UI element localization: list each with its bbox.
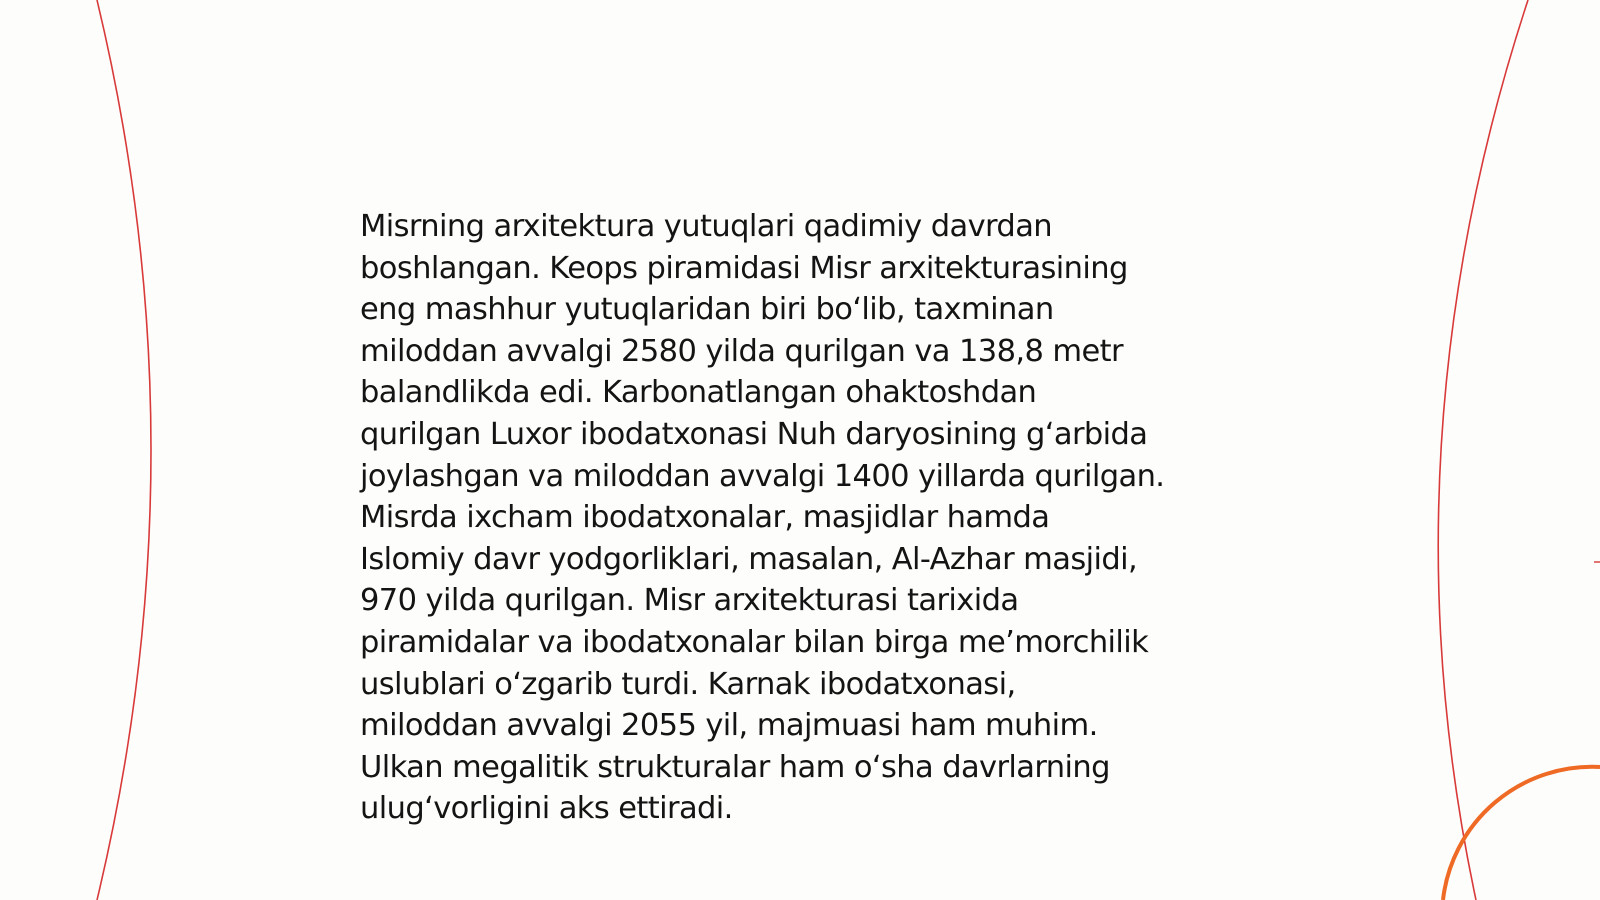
text-line: uslublari o‘zgarib turdi. Karnak ibodatxonasi,: [360, 666, 1016, 702]
text-line: piramidalar va ibodatxonalar bilan birga me’morchilik: [360, 624, 1149, 660]
right-decorative-curve: [1438, 0, 1528, 900]
text-line: Misrning arxitektura yutuqlari qadimiy davrdan: [360, 209, 1053, 244]
text-line: balandlikda edi. Karbonatlangan ohaktoshdan: [360, 375, 1037, 411]
text-line: boshlangan. Keops piramidasi Misr arxitekturasining: [360, 250, 1128, 286]
text-line: miloddan avvalgi 2580 yilda qurilgan va 138,8 metr: [360, 333, 1123, 369]
slide-body-text: [360, 206, 1260, 830]
text-line: 970 yilda qurilgan. Misr arxitekturasi tarixida: [360, 583, 1019, 619]
left-decorative-curve: [97, 0, 151, 900]
orange-decorative-arc: [1443, 767, 1600, 900]
text-line: eng mashhur yutuqlaridan biri bo‘lib, taxminan: [360, 292, 1054, 328]
text-line: ulug‘vorligini aks ettiradi.: [360, 791, 733, 827]
text-line: miloddan avvalgi 2055 yil, majmuasi ham muhim.: [360, 708, 1098, 744]
text-line: qurilgan Luxor ibodatxonasi Nuh daryosining g‘arbida: [360, 416, 1148, 452]
text-line: Misrda ixcham ibodatxonalar, masjidlar hamda: [360, 500, 1050, 536]
text-line: joylashgan va miloddan avvalgi 1400 yillarda qurilgan.: [360, 458, 1165, 494]
text-line: Islomiy davr yodgorliklari, masalan, Al-Azhar masjidi,: [360, 541, 1138, 577]
text-line: Ulkan megalitik strukturalar ham o‘sha davrlarning: [360, 749, 1110, 785]
